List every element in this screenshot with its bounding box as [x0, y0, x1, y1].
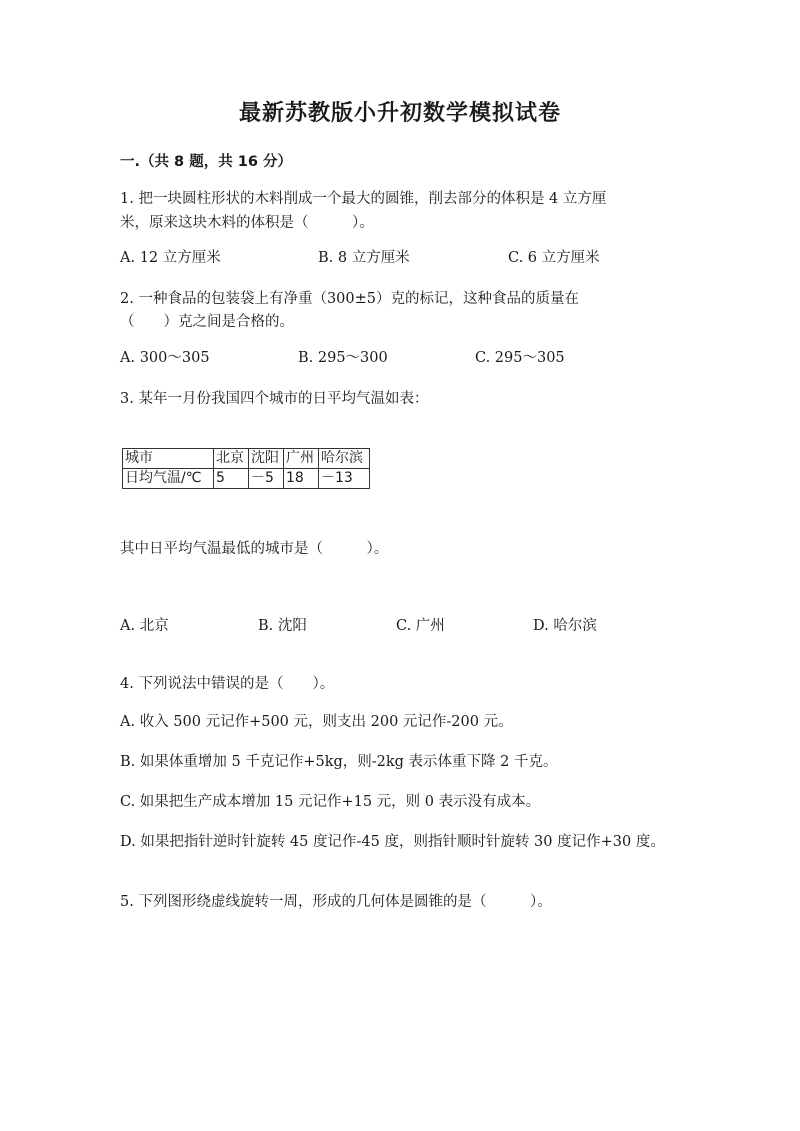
question-2-option-a: A. 300～305 [120, 350, 210, 366]
question-4-option-a: A. 收入 500 元记作+500 元，则支出 200 元记作-200 元。 [120, 714, 513, 730]
table-header-cell: 哈尔滨 [319, 449, 370, 469]
table-cell: 日均气温/℃ [123, 469, 214, 489]
question-4-option-c: C. 如果把生产成本增加 15 元记作+15 元，则 0 表示没有成本。 [120, 794, 541, 810]
table-row [123, 469, 370, 489]
question-1-option-a: A. 12 立方厘米 [120, 250, 221, 266]
question-1-line-2: 米，原来这块木料的体积是（ ）。 [120, 215, 374, 231]
question-2-line-1: 2. 一种食品的包装袋上有净重（300±5）克的标记，这种食品的质量在 [120, 291, 579, 307]
question-3-option-b: B. 沈阳 [258, 618, 307, 634]
table-cell: －13 [319, 469, 370, 489]
table-cell: 18 [284, 469, 319, 489]
question-1-option-c: C. 6 立方厘米 [508, 250, 600, 266]
temperature-table [122, 448, 370, 489]
question-3-option-a: A. 北京 [120, 618, 169, 634]
table-header-cell: 沈阳 [249, 449, 284, 469]
page-title: 最新苏教版小升初数学模拟试卷 [238, 101, 561, 126]
question-3-text: 3. 某年一月份我国四个城市的日平均气温如表： [120, 391, 429, 407]
question-3-option-d: D. 哈尔滨 [533, 618, 597, 634]
question-4-option-d: D. 如果把指针逆时针旋转 45 度记作-45 度，则指针顺时针旋转 30 度记作+30 度。 [120, 834, 665, 850]
table-header-cell: 北京 [214, 449, 249, 469]
table-cell: －5 [249, 469, 284, 489]
question-4-option-b: B. 如果体重增加 5 千克记作+5kg，则-2kg 表示体重下降 2 千克。 [120, 754, 558, 770]
section-header: 一.（共 8 题，共 16 分） [120, 154, 292, 170]
question-2-option-b: B. 295～300 [298, 350, 388, 366]
question-3-question: 其中日平均气温最低的城市是（ ）。 [120, 541, 389, 557]
question-1-option-b: B. 8 立方厘米 [318, 250, 410, 266]
table-header-cell: 广州 [284, 449, 319, 469]
question-2-line-2: （ ）克之间是合格的。 [120, 314, 294, 330]
question-4-text: 4. 下列说法中错误的是（ ）。 [120, 676, 335, 692]
table-header-cell: 城市 [123, 449, 214, 469]
question-3-option-c: C. 广州 [396, 618, 445, 634]
question-5-text: 5. 下列图形绕虚线旋转一周，形成的几何体是圆锥的是（ ）。 [120, 894, 552, 910]
table-cell: 5 [214, 469, 249, 489]
table-header-row [123, 449, 370, 469]
question-2-option-c: C. 295～305 [475, 350, 565, 366]
question-1-line-1: 1. 把一块圆柱形状的木料削成一个最大的圆锥，削去部分的体积是 4 立方厘 [120, 191, 607, 207]
